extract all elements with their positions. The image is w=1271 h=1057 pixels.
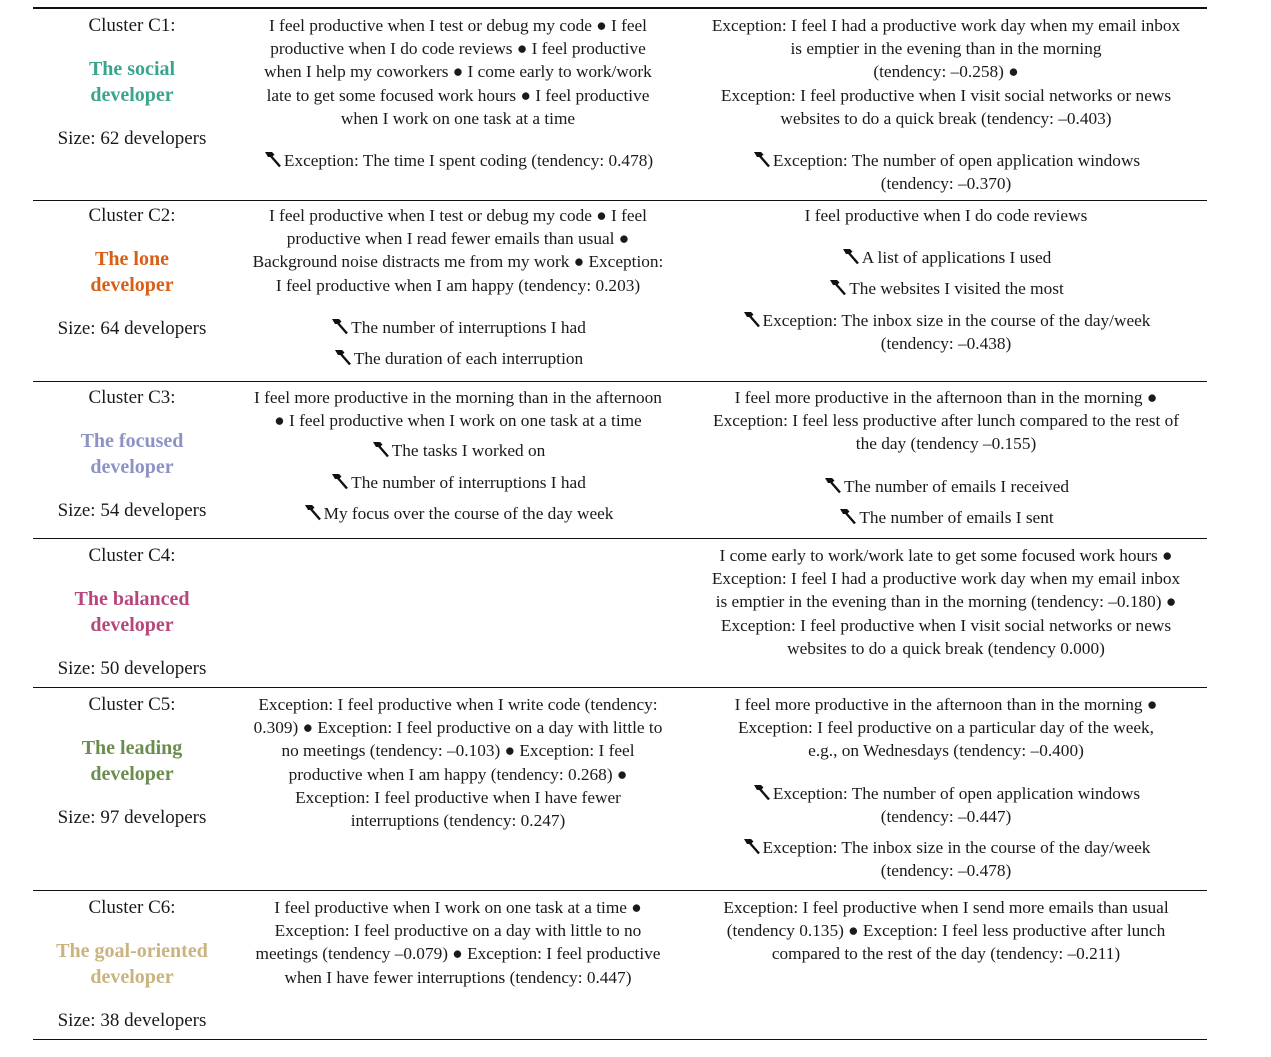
tool-item: The number of interruptions I had (236, 316, 680, 339)
cluster-name: The focused developer (80, 430, 184, 478)
cluster-name: The social developer (88, 58, 176, 106)
tool-item: Exception: The number of open application windows (tendency: –0.447) (693, 782, 1199, 828)
hammer-icon (823, 477, 841, 494)
cluster-row-c4 (33, 539, 1207, 688)
hammer-icon (752, 151, 770, 168)
cluster-label: Cluster C5: (88, 694, 176, 715)
col3-cell (693, 896, 1199, 966)
cluster-info (33, 14, 231, 150)
tool-item: The number of interruptions I had (236, 471, 680, 494)
tool-item: Exception: The inbox size in the course of the day/week (tendency: –0.438) (693, 309, 1199, 355)
col2-text: I feel more productive in the morning than in the afternoon ● I feel productive when I work on one task at a time (254, 388, 662, 431)
tool-item: The websites I visited the most (693, 277, 1199, 300)
cluster-size: Size: 97 developers (57, 807, 207, 828)
col2-text: Exception: I feel productive when I write code (tendency: 0.309) ● Exception: I feel productive on a day with little to no meetings (tendency: –0.103) ● Exception: I feel productive when I am happy (tendency: 0.268) ● Exception: I feel productive when I have fewer interruptions (tendency: 0.247) (253, 695, 663, 831)
cluster-row-c1 (33, 9, 1207, 201)
hammer-icon (371, 441, 389, 458)
tool-item: The number of emails I received (693, 475, 1199, 498)
tool-item: Exception: The inbox size in the course of the day/week (tendency: –0.478) (693, 836, 1199, 882)
cluster-size: Size: 50 developers (57, 658, 207, 679)
col3-cell (693, 14, 1199, 195)
tool-item: A list of applications I used (693, 246, 1199, 269)
col3-cell (693, 204, 1199, 355)
cluster-size: Size: 62 developers (57, 128, 207, 149)
col2-cell (236, 896, 680, 989)
cluster-info (33, 204, 231, 340)
col3-text: I come early to work/work late to get some focused work hours ● Exception: I feel I had a productive work day when my email inbox is emptier in the evening than in the morning (tendency: –0.180) ● Exception: I feel productive when I visit social networks or news websites to do a quick break (tendency 0.000) (711, 546, 1181, 658)
cluster-name: The goal-oriented developer (56, 940, 208, 988)
cluster-label: Cluster C6: (88, 897, 176, 918)
cluster-row-c5 (33, 688, 1207, 891)
col2-cell (236, 14, 680, 172)
cluster-label: Cluster C1: (88, 15, 176, 36)
tool-item: The number of emails I sent (693, 506, 1199, 529)
tool-item: Exception: The time I spent coding (tendency: 0.478) (236, 149, 680, 172)
cluster-size: Size: 54 developers (57, 500, 207, 521)
hammer-icon (838, 508, 856, 525)
col3-text: I feel more productive in the afternoon than in the morning ● Exception: I feel productive on a particular day of the week, e.g., on Wednesdays (tendency: –0.400) (734, 695, 1158, 761)
col2-text: I feel productive when I test or debug my code ● I feel productive when I read fewer emails than usual ● Background noise distracts me from my work ● Exception: I feel productive when I am happy (tendency: 0.203) (252, 206, 664, 295)
cluster-table (33, 7, 1207, 1040)
cluster-info (33, 544, 231, 680)
cluster-size: Size: 64 developers (57, 318, 207, 339)
col3-text: Exception: I feel I had a productive work day when my email inbox is emptier in the evening than in the morning (tendency: –0.258) ● Exception: I feel productive when I visit social networks or news websites to do a quick break (tendency: –0.403) (711, 16, 1181, 128)
hammer-icon (841, 248, 859, 265)
cluster-name: The balanced developer (74, 588, 190, 636)
tool-item: The duration of each interruption (236, 347, 680, 370)
cluster-name: The leading developer (81, 737, 183, 785)
hammer-icon (742, 311, 760, 328)
hammer-icon (330, 318, 348, 335)
tool-item: The tasks I worked on (236, 439, 680, 462)
col3-cell (693, 693, 1199, 882)
col2-cell (236, 693, 680, 832)
cluster-label: Cluster C2: (88, 205, 176, 226)
col3-text: Exception: I feel productive when I send more emails than usual (tendency 0.135) ● Exception: I feel less productive after lunch compared to the rest of the day (tendency: –0.211) (723, 898, 1169, 964)
col2-cell (236, 204, 680, 370)
hammer-icon (333, 349, 351, 366)
hammer-icon (742, 838, 760, 855)
col3-cell (693, 386, 1199, 529)
cluster-row-c2 (33, 201, 1207, 382)
col2-text: I feel productive when I work on one task at a time ● Exception: I feel productive on a day with little to no meetings (tendency –0.079) ● Exception: I feel productive when I have fewer interruptions (tendency: 0.447) (255, 898, 661, 987)
col3-text: I feel productive when I do code reviews (804, 206, 1088, 225)
cluster-size: Size: 38 developers (57, 1010, 207, 1031)
col2-text: I feel productive when I test or debug my code ● I feel productive when I do code reviews ● I feel productive when I help my coworkers ● I come early to work/work late to get some focused work hours ● I feel productive when I work on one task at a time (264, 16, 652, 128)
hammer-icon (330, 473, 348, 490)
cluster-row-c6 (33, 891, 1207, 1040)
col3-cell (693, 544, 1199, 660)
hammer-icon (303, 504, 321, 521)
tool-item: My focus over the course of the day week (236, 502, 680, 525)
tool-item: Exception: The number of open application windows (tendency: –0.370) (693, 149, 1199, 195)
col2-cell (236, 386, 680, 525)
cluster-info (33, 693, 231, 829)
cluster-name: The lone developer (90, 248, 174, 296)
cluster-info (33, 896, 231, 1032)
col3-text: I feel more productive in the afternoon than in the morning ● Exception: I feel less productive after lunch compared to the rest of the day (tendency –0.155) (713, 388, 1179, 454)
hammer-icon (752, 784, 770, 801)
hammer-icon (828, 279, 846, 296)
cluster-row-c3 (33, 382, 1207, 539)
cluster-label: Cluster C4: (88, 545, 176, 566)
hammer-icon (263, 151, 281, 168)
cluster-info (33, 386, 231, 522)
cluster-label: Cluster C3: (88, 387, 176, 408)
